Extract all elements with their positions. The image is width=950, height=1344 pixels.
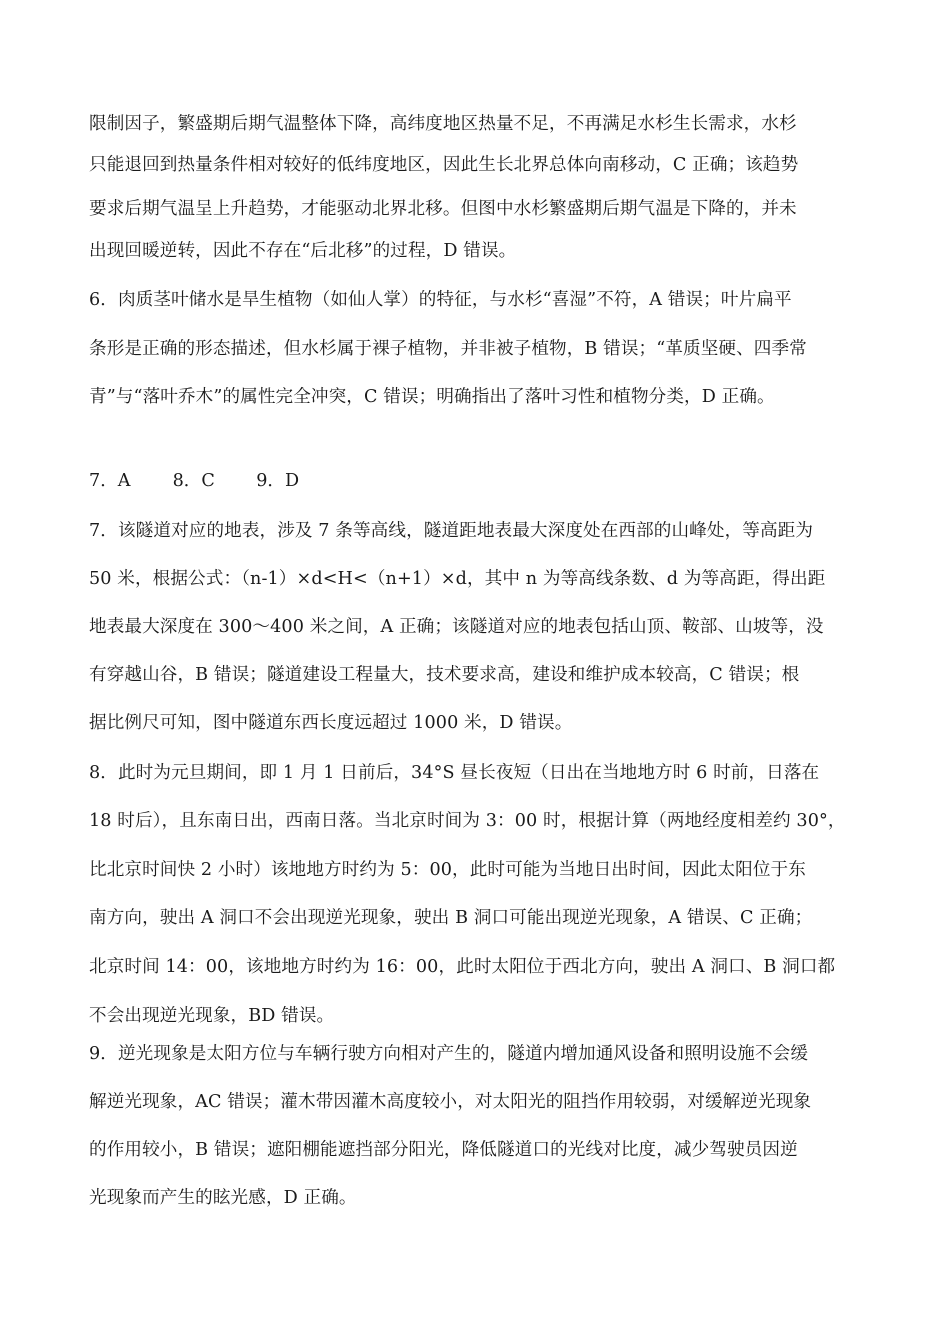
paragraph-8-line-3: 比北京时间快 2 小时）该地地方时约为 5：00，此时可能为当地日出时间，因此太阳位于东 <box>89 860 806 880</box>
paragraph-8-line-1: 8．此时为元旦期间，即 1 月 1 日前后，34°S 昼长夜短（日出在当地地方时 6 时前，日落在 <box>89 763 820 783</box>
paragraph-7-line-1: 7．该隧道对应的地表，涉及 7 条等高线，隧道距地表最大深度处在西部的山峰处，等高距为 <box>89 521 814 541</box>
paragraph-8-line-5: 北京时间 14：00，该地地方时约为 16：00，此时太阳位于西北方向，驶出 A 洞口、B 洞口都 <box>89 957 836 977</box>
paragraph-6-line-2: 条形是正确的形态描述，但水杉属于裸子植物，并非被子植物，B 错误；“革质坚硬、四季常 <box>89 339 807 359</box>
paragraph-8-line-2: 18 时后），且东南日出，西南日落。当北京时间为 3：00 时，根据计算（两地经度相差约 30°， <box>89 811 846 831</box>
answers-line <box>89 468 299 494</box>
paragraph-9-line-2: 解逆光现象，AC 错误；灌木带因灌木高度较小，对太阳光的阻挡作用较弱，对缓解逆光现象 <box>89 1092 812 1112</box>
paragraph-8-line-6: 不会出现逆光现象，BD 错误。 <box>89 1006 335 1026</box>
paragraph-9-line-3: 的作用较小，B 错误；遮阳棚能遮挡部分阳光，降低隧道口的光线对比度，减少驾驶员因逆 <box>89 1140 798 1160</box>
paragraph-5-line-4: 出现回暖逆转，因此不存在“后北移”的过程，D 错误。 <box>89 241 517 261</box>
paragraph-7-line-2: 50 米，根据公式：（n-1）×d<H<（n+1）×d，其中 n 为等高线条数、d 为等高距，得出距 <box>89 569 826 589</box>
paragraph-6-line-3: 青”与“落叶乔木”的属性完全冲突，C 错误；明确指出了落叶习性和植物分类，D 正确。 <box>89 387 775 407</box>
paragraph-5-line-2: 只能退回到热量条件相对较好的低纬度地区，因此生长北界总体向南移动，C 正确；该趋势 <box>89 155 799 175</box>
answer-8: 8．C <box>172 471 215 491</box>
paragraph-9-line-4: 光现象而产生的眩光感，D 正确。 <box>89 1188 357 1208</box>
paragraph-5-line-3: 要求后期气温呈上升趋势，才能驱动北界北移。但图中水杉繁盛期后期气温是下降的，并未 <box>89 199 797 219</box>
paragraph-7-line-3: 地表最大深度在 300～400 米之间，A 正确；该隧道对应的地表包括山顶、鞍部、山坡等，没 <box>89 617 824 637</box>
paragraph-7-line-5: 据比例尺可知，图中隧道东西长度远超过 1000 米，D 错误。 <box>89 713 573 733</box>
paragraph-7-line-4: 有穿越山谷，B 错误；隧道建设工程量大，技术要求高，建设和维护成本较高，C 错误；根 <box>89 665 800 685</box>
answer-7: 7．A <box>89 471 131 491</box>
paragraph-8-line-4: 南方向，驶出 A 洞口不会出现逆光现象，驶出 B 洞口可能出现逆光现象，A 错误、C 正确； <box>89 908 813 928</box>
paragraph-5-line-1: 限制因子，繁盛期后期气温整体下降，高纬度地区热量不足，不再满足水杉生长需求，水杉 <box>89 114 797 134</box>
paragraph-9-line-1: 9．逆光现象是太阳方位与车辆行驶方向相对产生的，隧道内增加通风设备和照明设施不会缓 <box>89 1044 809 1064</box>
paragraph-6-line-1: 6．肉质茎叶储水是旱生植物（如仙人掌）的特征，与水杉“喜湿”不符，A 错误；叶片扁平 <box>89 290 792 310</box>
answer-9: 9．D <box>256 471 300 491</box>
